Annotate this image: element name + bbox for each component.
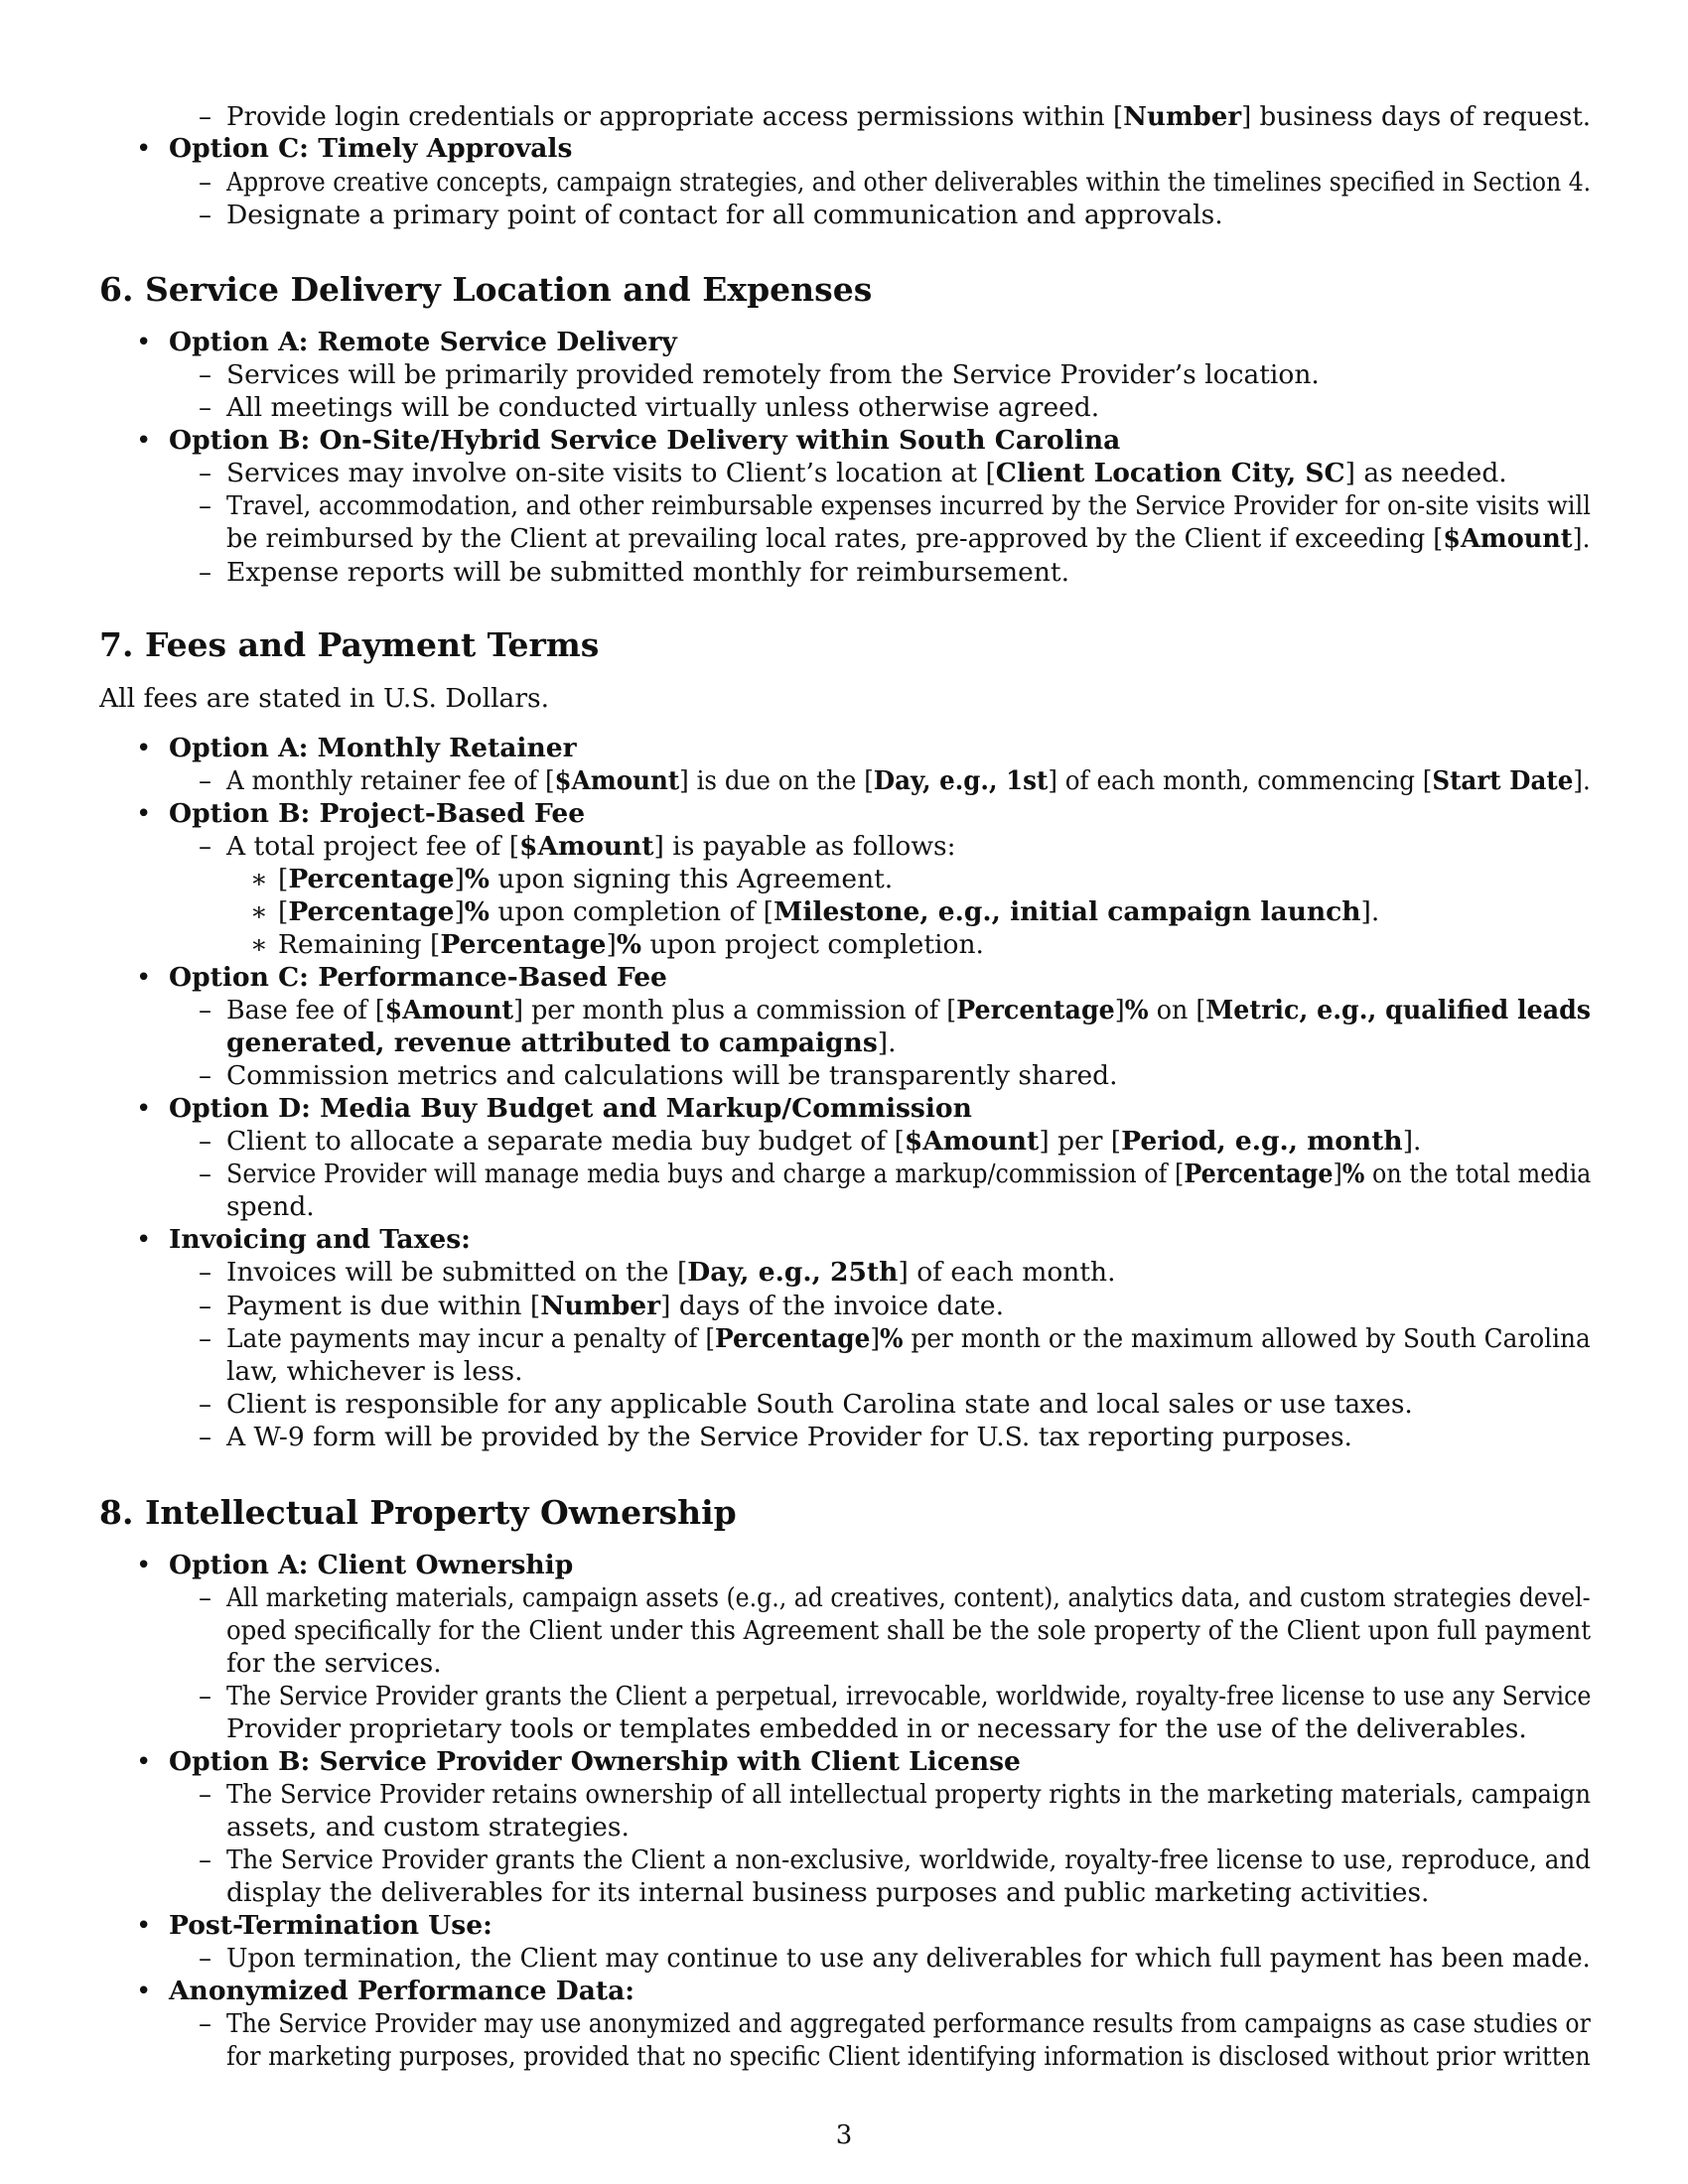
sub-list-item: Remaining [Percentage]% upon project completion. (278, 929, 984, 960)
dash-marker: – (199, 201, 211, 230)
dash-marker: – (199, 1423, 211, 1452)
star-marker: ∗ (250, 897, 268, 927)
list-item-continuation: be reimbursed by the Client at prevailing local rates, pre-approved by the Client if exceeding [$Amount]. (226, 523, 1591, 554)
list-item: Invoices will be submitted on the [Day, e.g., 25th] of each month. (226, 1257, 1116, 1288)
section-heading-8: 8. Intellectual Property Ownership (99, 1493, 737, 1532)
dash-marker: – (199, 2009, 211, 2039)
dash-marker: – (199, 1390, 211, 1420)
intro-text: All fees are stated in U.S. Dollars. (99, 683, 550, 714)
option-heading: Option C: Performance-Based Fee (169, 962, 667, 993)
list-item-continuation: law, whichever is less. (226, 1356, 523, 1387)
option-heading: Option D: Media Buy Budget and Markup/Commission (169, 1093, 972, 1124)
bullet-marker: • (136, 799, 152, 829)
list-item: Expense reports will be submitted monthly for reimbursement. (226, 557, 1069, 588)
dash-marker: – (199, 168, 211, 198)
bullet-marker: • (136, 134, 152, 164)
list-item: Travel, accommodation, and other reimbursable expenses incurred by the Service Provider for on-site visits will (226, 490, 1591, 521)
list-item: Commission metrics and calculations will be transparently shared. (226, 1060, 1118, 1091)
dash-marker: – (199, 1127, 211, 1157)
list-item: Client to allocate a separate media buy budget of [$Amount] per [Period, e.g., month]. (226, 1126, 1422, 1157)
list-item: The Service Provider may use anonymized and aggregated performance results from campaigns as case studies or (226, 2008, 1591, 2039)
dash-marker: – (199, 1944, 211, 1974)
dash-marker: – (199, 1324, 211, 1354)
list-item: The Service Provider grants the Client a non-exclusive, worldwide, royalty-free license to use, reproduce, and (226, 1844, 1592, 1875)
list-item-continuation: spend. (226, 1191, 315, 1222)
bullet-marker: • (136, 1094, 152, 1124)
list-item-continuation: assets, and custom strategies. (226, 1812, 630, 1843)
list-item-continuation: for the services. (226, 1648, 442, 1679)
list-item: All meetings will be conducted virtually unless otherwise agreed. (226, 392, 1100, 423)
option-heading: Post-Termination Use: (169, 1910, 492, 1941)
list-item: Base fee of [$Amount] per month plus a commission of [Percentage]% on [Metric, e.g., qualified leads (226, 995, 1592, 1025)
list-item: Designate a primary point of contact for all communication and approvals. (226, 200, 1223, 230)
list-item: Approve creative concepts, campaign strategies, and other deliverables within the timelines specified in Section 4. (226, 167, 1592, 198)
star-marker: ∗ (250, 930, 268, 960)
section-heading-6: 6. Service Delivery Location and Expenses (99, 270, 873, 309)
list-item: Services may involve on-site visits to Client’s location at [Client Location City, SC] as needed. (226, 458, 1507, 488)
list-item: The Service Provider retains ownership of all intellectual property rights in the marketing materials, campaign (226, 1779, 1592, 1810)
bullet-marker: • (136, 1977, 152, 2006)
list-item: A total project fee of [$Amount] is payable as follows: (226, 831, 956, 862)
list-item-continuation: display the deliverables for its internal business purposes and public marketing activities. (226, 1877, 1430, 1908)
option-heading: Option B: On-Site/Hybrid Service Delivery within South Carolina (169, 425, 1121, 456)
bullet-marker: • (136, 1911, 152, 1941)
dash-marker: – (199, 558, 211, 588)
option-heading: Option A: Client Ownership (169, 1550, 574, 1580)
dash-marker: – (199, 491, 211, 521)
option-heading: Option C: Timely Approvals (169, 133, 573, 164)
bullet-marker: • (136, 1225, 152, 1255)
option-heading: Option B: Service Provider Ownership with Client License (169, 1746, 1021, 1777)
dash-marker: – (199, 102, 211, 132)
dash-marker: – (199, 996, 211, 1025)
sub-list-item: [Percentage]% upon signing this Agreement. (278, 864, 894, 894)
bullet-marker: • (136, 1551, 152, 1580)
dash-marker: – (199, 832, 211, 862)
list-item: Service Provider will manage media buys and charge a markup/commission of [Percentage]% on the total media (226, 1159, 1592, 1189)
option-heading: Option A: Monthly Retainer (169, 733, 577, 763)
dash-marker: – (199, 766, 211, 796)
option-heading: Anonymized Performance Data: (169, 1976, 635, 2006)
dash-marker: – (199, 1780, 211, 1810)
dash-marker: – (199, 393, 211, 423)
dash-marker: – (199, 1845, 211, 1875)
section-heading-7: 7. Fees and Payment Terms (99, 625, 600, 664)
list-item: A W-9 form will be provided by the Service Provider for U.S. tax reporting purposes. (226, 1422, 1352, 1452)
bullet-marker: • (136, 1747, 152, 1777)
bullet-marker: • (136, 426, 152, 456)
dash-marker: – (199, 1682, 211, 1711)
list-item: Services will be primarily provided remotely from the Service Provider’s location. (226, 359, 1320, 390)
list-item: Upon termination, the Client may continue to use any deliverables for which full payment has been made. (226, 1943, 1591, 1974)
list-item: Client is responsible for any applicable South Carolina state and local sales or use taxes. (226, 1389, 1413, 1420)
dash-marker: – (199, 1292, 211, 1321)
option-heading: Invoicing and Taxes: (169, 1224, 471, 1255)
sub-list-item: [Percentage]% upon completion of [Milestone, e.g., initial campaign launch]. (278, 896, 1380, 927)
dash-marker: – (199, 1258, 211, 1288)
list-item-continuation: Provider proprietary tools or templates embedded in or necessary for the use of the deliverables. (226, 1713, 1527, 1744)
list-item-continuation: oped specifically for the Client under this Agreement shall be the sole property of the Client upon full payment (226, 1615, 1592, 1646)
dash-marker: – (199, 1160, 211, 1189)
list-item-continuation: generated, revenue attributed to campaigns]. (226, 1027, 897, 1058)
page-number: 3 (835, 2120, 853, 2150)
list-item: A monthly retainer fee of [$Amount] is due on the [Day, e.g., 1st] of each month, commencing [Start Date]. (226, 765, 1591, 796)
bullet-marker: • (136, 734, 152, 763)
list-item: The Service Provider grants the Client a perpetual, irrevocable, worldwide, royalty-free license to use any Service (226, 1681, 1592, 1711)
list-item: Payment is due within [Number] days of the invoice date. (226, 1291, 1005, 1321)
list-item: Provide login credentials or appropriate access permissions within [Number] business days of request. (226, 101, 1592, 132)
list-item-continuation: for marketing purposes, provided that no specific Client identifying information is disclosed without prior written (226, 2041, 1591, 2072)
star-marker: ∗ (250, 865, 268, 894)
dash-marker: – (199, 1583, 211, 1613)
option-heading: Option A: Remote Service Delivery (169, 327, 677, 357)
dash-marker: – (199, 459, 211, 488)
list-item: All marketing materials, campaign assets (e.g., ad creatives, content), analytics data, and custom strategies devel- (226, 1582, 1591, 1613)
bullet-marker: • (136, 963, 152, 993)
bullet-marker: • (136, 328, 152, 357)
dash-marker: – (199, 1061, 211, 1091)
dash-marker: – (199, 360, 211, 390)
option-heading: Option B: Project-Based Fee (169, 798, 586, 829)
list-item: Late payments may incur a penalty of [Percentage]% per month or the maximum allowed by South Carolina (226, 1323, 1591, 1354)
